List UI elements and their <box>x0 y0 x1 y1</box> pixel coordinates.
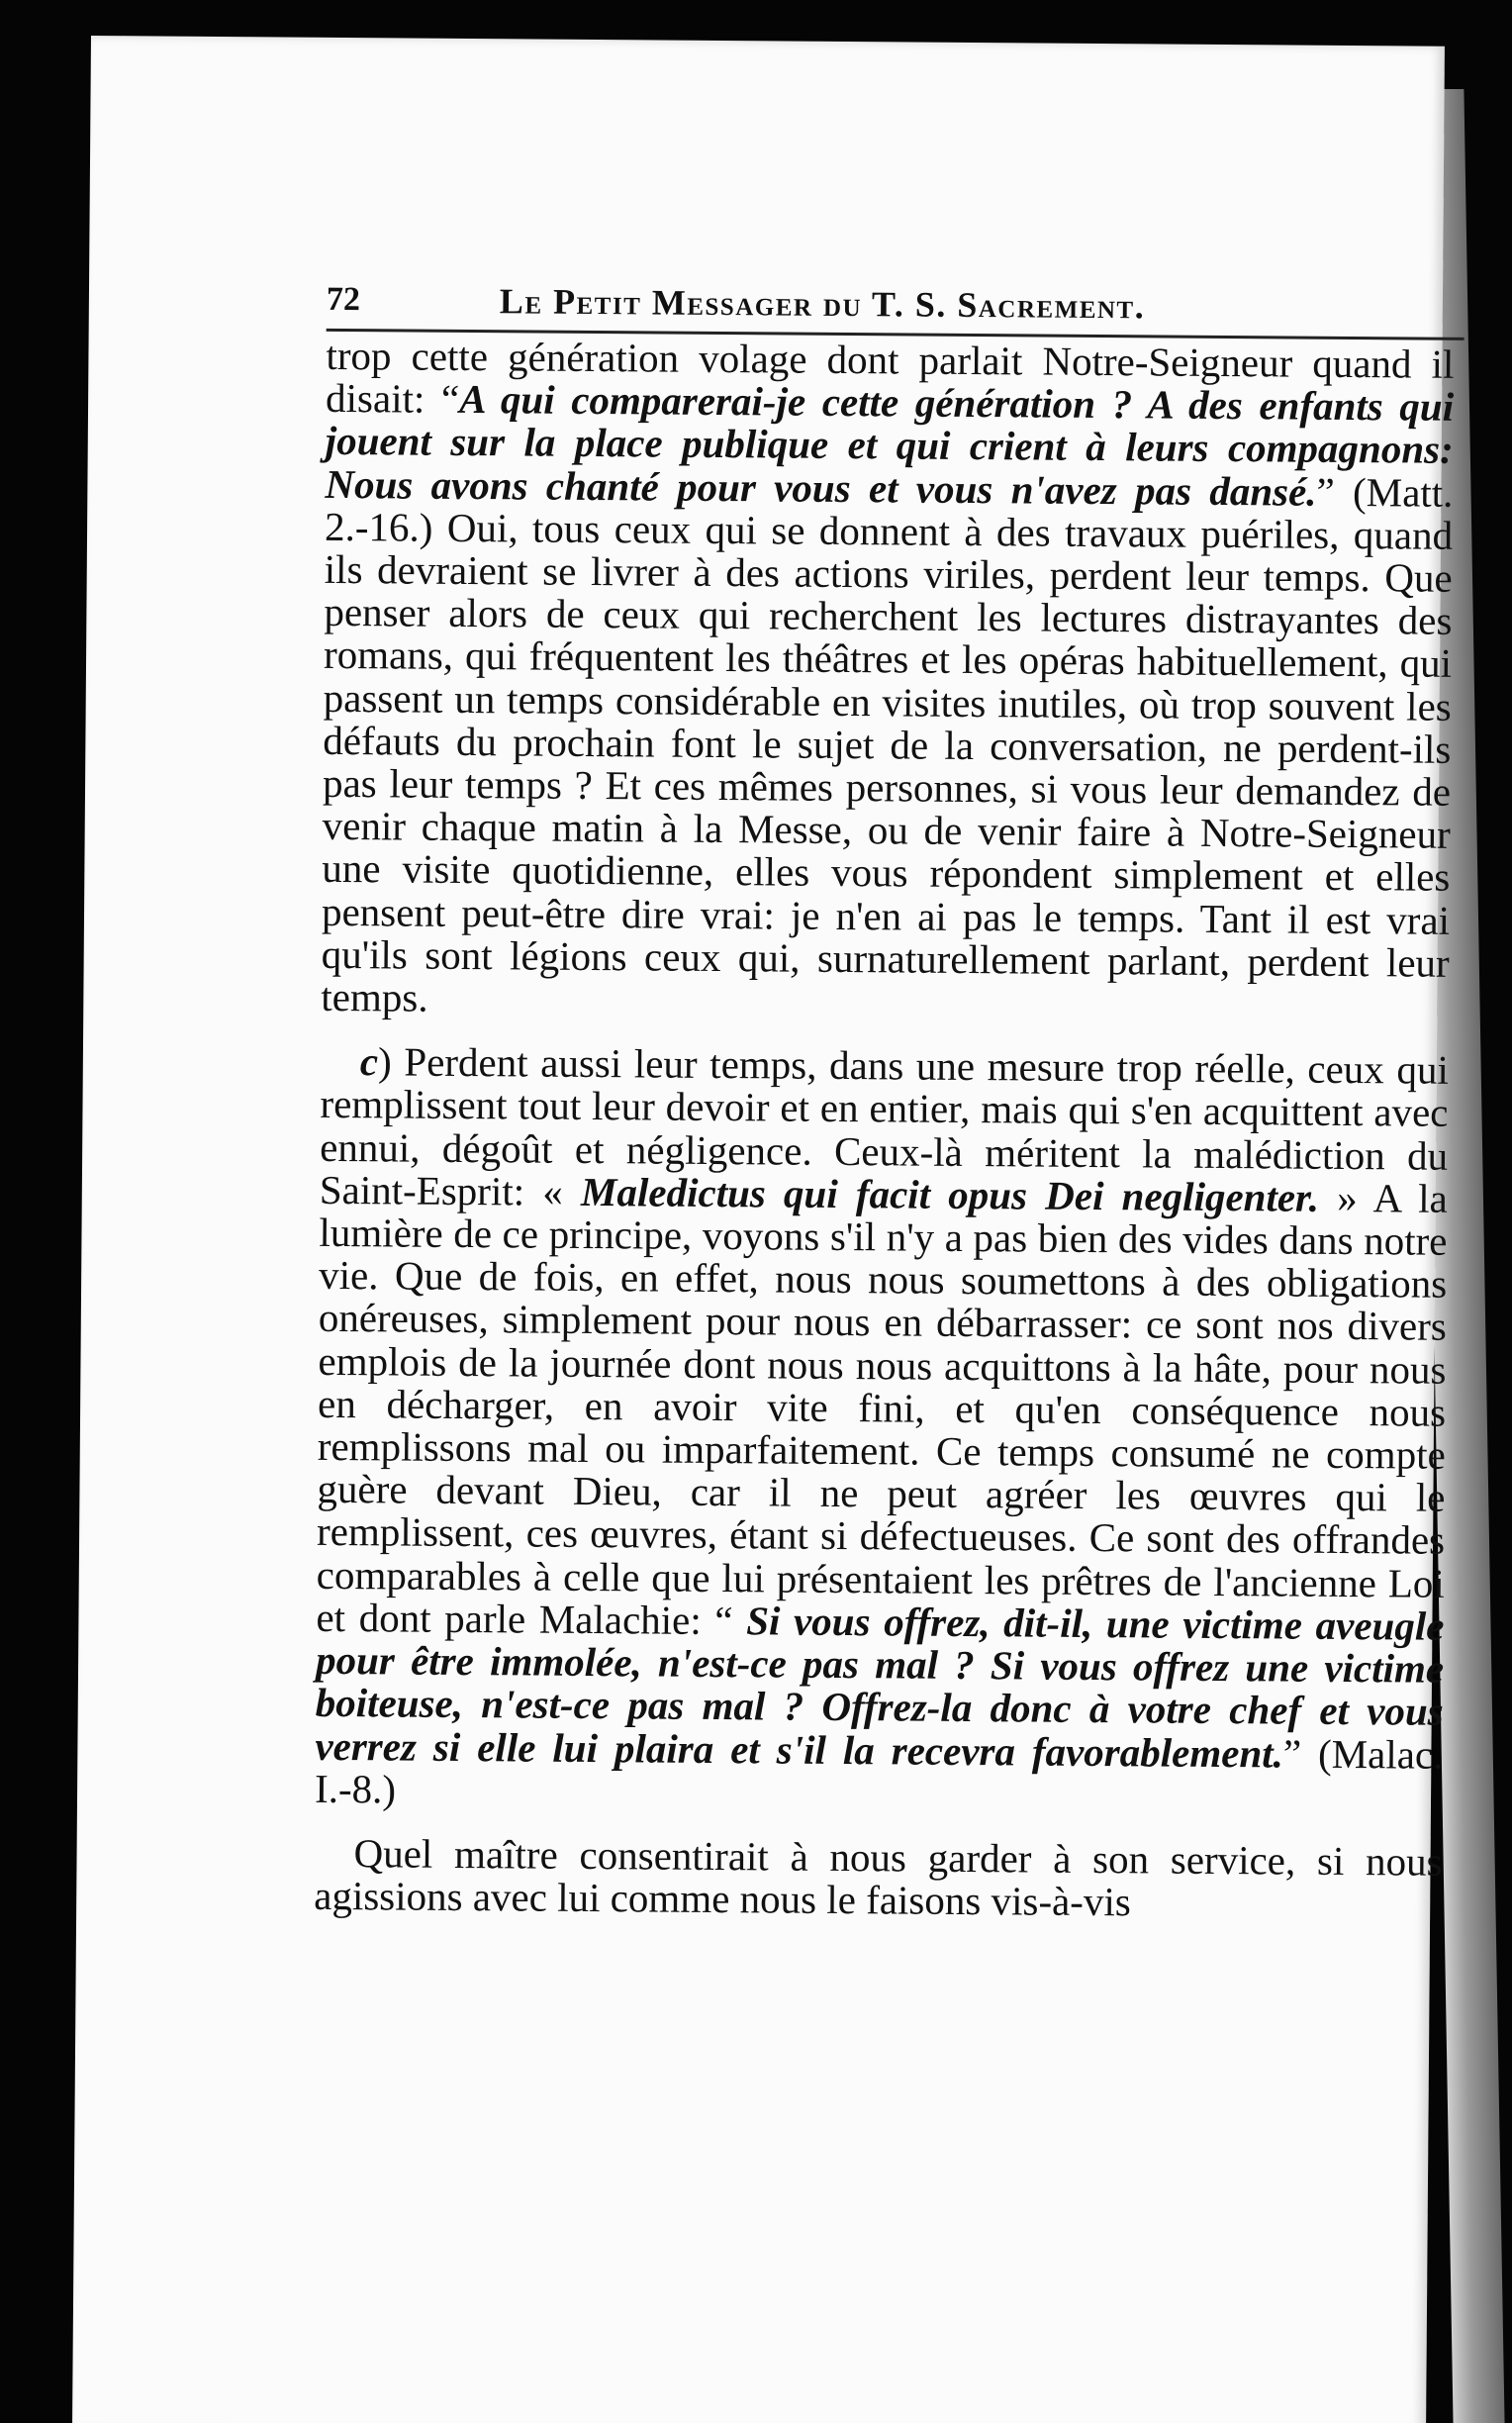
page-number: 72 <box>326 280 361 319</box>
body-text <box>314 332 1455 1926</box>
text-run: ” (Matt. 2.-16.) Oui, tous ceux qui se donnent à des travaux puériles, quand ils devraient se livrer à des actions viriles, perdent leur temps. Que penser alors de ceux qui recherchent les lectures distrayantes des romans, qui fréquentent les théâtres et les opéras habituellement, qui passent un temps considérable en visites inutiles, où trop souvent les défauts du prochain font le sujet de la conversation, ne perdent-ils pas leur temps ? Et ces mêmes personnes, si vous leur demandez de venir chaque matin à la Messe, ou de venir faire à Notre-Seigneur une visite quotidienne, elles vous répondent simplement et elles pensent peut-être dire vrai: je n'en ai pas le temps. Tant il est vrai qu'ils sont légions ceux qui, surnaturellement parlant, perdent leur temps. <box>321 468 1454 1020</box>
running-title: Le Petit Messager du T. S. Sacrement. <box>499 281 1146 327</box>
page-header <box>327 257 1465 326</box>
italic-text: Maledictus qui facit opus Dei negligenter. <box>580 1168 1320 1220</box>
text-run: ” (Malac. I.-8.) <box>314 1730 1444 1812</box>
text-run: » A la lumière de ce principe, voyons s'il n'y a pas bien des vides dans notre vie. Que de fois, en effet, nous nous soumettons à des obligations onéreuses, simplement pour nous en débarrasser: ce sont nos divers emplois de la journée dont nous nous acquittons à la hâte, pour nous en décharger, en avoir vite fini, et qu'en conséquence nous remplissons mal ou imparfaitement. Ce temps consumé ne compte guère devant Dieu, car il ne peut agréer les œuvres qui le remplissent, ces œuvres, étant si défectueuses. Ce sont des offrandes comparables à celle que lui présentaient les prêtres de l'ancienne Loi et dont parle Malachie: “ <box>316 1174 1448 1644</box>
book-page <box>72 36 1455 2423</box>
paragraph <box>315 1040 1449 1819</box>
italic-text: A qui comparerai-je cette génération ? A des enfants qui jouent sur la place publique et qui crient à leurs compagnons: Nous avons chanté pour vous et vous n'avez pas dansé. <box>325 376 1455 515</box>
italic-text: Si vous offrez, dit-il, une victime aveugle pour être immolée, n'est-ce pas mal ? Si vous offrez une victime boiteuse, n'est-ce pas mal ? Offrez-la donc à votre chef et vous verrez si elle lui plaira et s'il la recevra favorablement. <box>315 1598 1445 1777</box>
italic-text: c <box>359 1038 379 1085</box>
paragraph <box>321 332 1455 1027</box>
text-run: ) Perdent aussi leur temps, dans une mesure trop réelle, ceux qui remplissent tout leur devoir et en entier, mais qui s'en acquittent avec ennui, dégoût et négligence. Ceux-là méritent la malédiction du Saint-Esprit: « <box>319 1038 1450 1214</box>
text-run: Quel maître consentirait à nous garder à son service, si nous agissions avec lui comme nous le faisons vis-à-vis <box>314 1830 1443 1925</box>
text-run: trop cette génération volage dont parlait Notre-Seigneur quand il disait: “ <box>325 332 1455 423</box>
paragraph <box>314 1832 1443 1926</box>
